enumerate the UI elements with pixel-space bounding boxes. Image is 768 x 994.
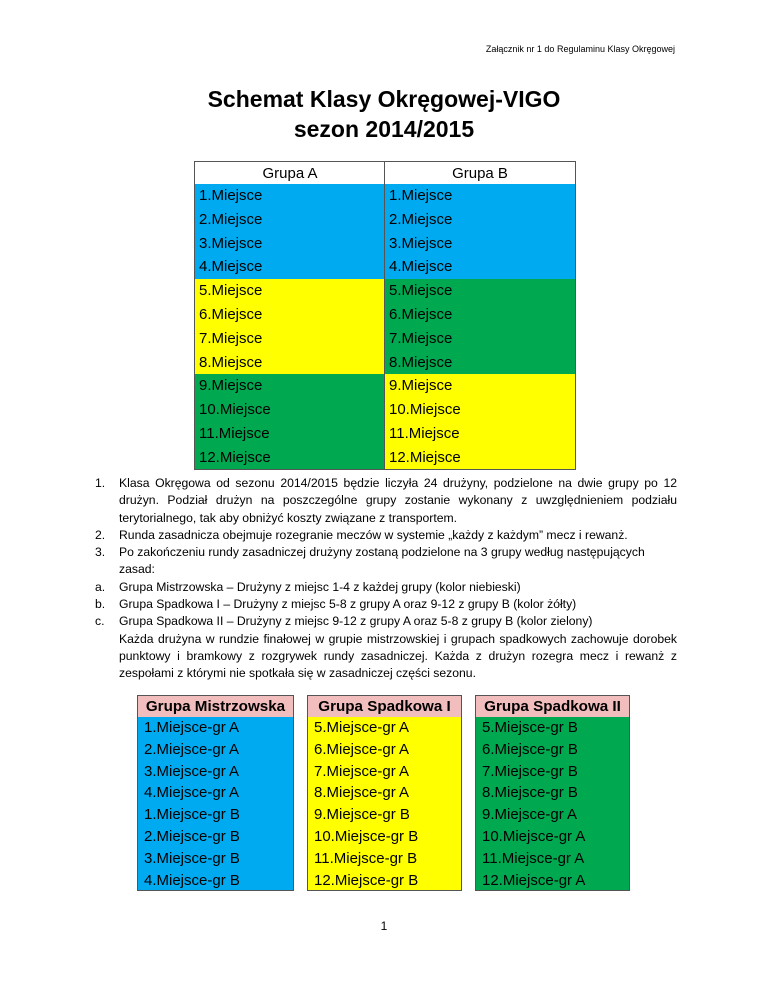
final-group-spadkowa-2 bbox=[475, 695, 630, 891]
final-group-row: 9.Miejsce-gr A bbox=[475, 804, 630, 826]
rule-text: Runda zasadnicza obejmuje rozegranie meczów w systemie „każdy z każdym” mecz i rewanż. bbox=[119, 527, 628, 542]
final-group-row: 8.Miejsce-gr A bbox=[307, 782, 462, 804]
header-note: Załącznik nr 1 do Regulaminu Klasy Okręgowej bbox=[485, 44, 675, 54]
rule-marker: 3. bbox=[95, 545, 106, 560]
final-group-row: 6.Miejsce-gr B bbox=[475, 739, 630, 761]
final-group-row: 10.Miejsce-gr A bbox=[475, 826, 630, 848]
final-group-row: 3.Miejsce-gr A bbox=[137, 761, 294, 783]
final-group-row: 10.Miejsce-gr B bbox=[307, 826, 462, 848]
rule-item bbox=[95, 613, 677, 630]
final-group-row: 4.Miejsce-gr B bbox=[137, 870, 294, 892]
rule-marker: 1. bbox=[95, 476, 106, 490]
final-group-row: 4.Miejsce-gr A bbox=[137, 782, 294, 804]
final-group-row: 5.Miejsce-gr A bbox=[307, 717, 462, 739]
group-a-row: 12.Miejsce bbox=[194, 446, 386, 470]
rule-item bbox=[95, 475, 677, 527]
rule-item bbox=[95, 579, 677, 596]
title-line-2: sezon 2014/2015 bbox=[293, 116, 475, 142]
final-group-spadkowa-1 bbox=[307, 695, 462, 891]
title-line-1: Schemat Klasy Okręgowej-VIGO bbox=[207, 86, 561, 112]
group-b-row: 4.Miejsce bbox=[384, 255, 576, 279]
group-a-table bbox=[194, 161, 386, 470]
final-group-header: Grupa Mistrzowska bbox=[137, 695, 294, 717]
final-group-row: 12.Miejsce-gr B bbox=[307, 870, 462, 892]
group-a-row: 9.Miejsce bbox=[194, 374, 386, 398]
final-group-row: 5.Miejsce-gr B bbox=[475, 717, 630, 739]
rule-marker: b. bbox=[95, 597, 106, 612]
final-group-row: 1.Miejsce-gr B bbox=[137, 804, 294, 826]
group-b-row: 9.Miejsce bbox=[384, 374, 576, 398]
group-a-row: 5.Miejsce bbox=[194, 279, 386, 303]
group-a-row: 1.Miejsce bbox=[194, 184, 386, 208]
group-a-row: 7.Miejsce bbox=[194, 327, 386, 351]
rule-item bbox=[95, 544, 677, 579]
group-a-row: 3.Miejsce bbox=[194, 232, 386, 256]
group-a-row: 11.Miejsce bbox=[194, 422, 386, 446]
final-group-row: 7.Miejsce-gr B bbox=[475, 761, 630, 783]
final-group-row: 1.Miejsce-gr A bbox=[137, 717, 294, 739]
group-b-row: 10.Miejsce bbox=[384, 398, 576, 422]
group-b-row: 2.Miejsce bbox=[384, 208, 576, 232]
final-group-row: 3.Miejsce-gr B bbox=[137, 848, 294, 870]
group-a-row: 4.Miejsce bbox=[194, 255, 386, 279]
rule-text: Po zakończeniu rundy zasadniczej drużyny zostaną podzielone na 3 grupy według następujących zasad: bbox=[119, 545, 645, 577]
rule-marker: a. bbox=[95, 579, 106, 594]
group-b-row: 8.Miejsce bbox=[384, 351, 576, 375]
final-group-header: Grupa Spadkowa I bbox=[307, 695, 462, 717]
final-group-mistrzowska bbox=[137, 695, 294, 891]
group-a-row: 10.Miejsce bbox=[194, 398, 386, 422]
rule-item bbox=[95, 596, 677, 613]
rule-text: Grupa Spadkowa II – Drużyny z miejsc 9-12 z grupy A oraz 5-8 z grupy B (kolor zielony) bbox=[119, 614, 593, 629]
group-a-row: 8.Miejsce bbox=[194, 351, 386, 375]
final-group-row: 11.Miejsce-gr B bbox=[307, 848, 462, 870]
group-b-table bbox=[384, 161, 576, 470]
document-title bbox=[0, 84, 768, 144]
group-b-row: 7.Miejsce bbox=[384, 327, 576, 351]
final-group-row: 12.Miejsce-gr A bbox=[475, 870, 630, 892]
final-group-row: 2.Miejsce-gr A bbox=[137, 739, 294, 761]
final-group-row: 9.Miejsce-gr B bbox=[307, 804, 462, 826]
group-b-row: 5.Miejsce bbox=[384, 279, 576, 303]
group-b-row: 3.Miejsce bbox=[384, 232, 576, 256]
group-a-header: Grupa A bbox=[194, 161, 386, 184]
rule-text: Klasa Okręgowa od sezonu 2014/2015 będzie liczyła 24 drużyny, podzielone na dwie grupy po 12 drużyn. Podział drużyn na poszczególne grupy zostanie wykonany z uwzględnieniem podziału terytorialnego, tak aby obniżyć koszty związane z transportem. bbox=[119, 476, 677, 525]
final-note-text: Każda drużyna w rundzie finałowej w grupie mistrzowskiej i grupach spadkowych zachowuje dorobek punktowy i bramkowy z rozgrywek rundy zasadniczej. Każda z drużyn rozegra mecz i rewanż z zespołami z którymi nie spotkała się w zasadniczej części sezonu. bbox=[119, 631, 677, 681]
group-b-row: 12.Miejsce bbox=[384, 446, 576, 470]
final-group-row: 6.Miejsce-gr A bbox=[307, 739, 462, 761]
rule-text: Grupa Mistrzowska – Drużyny z miejsc 1-4 z każdej grupy (kolor niebieski) bbox=[119, 579, 521, 594]
group-b-row: 6.Miejsce bbox=[384, 303, 576, 327]
final-group-row: 8.Miejsce-gr B bbox=[475, 782, 630, 804]
rule-marker: 2. bbox=[95, 527, 106, 542]
group-b-header: Grupa B bbox=[384, 161, 576, 184]
group-b-row: 11.Miejsce bbox=[384, 422, 576, 446]
final-group-row: 7.Miejsce-gr A bbox=[307, 761, 462, 783]
group-a-row: 2.Miejsce bbox=[194, 208, 386, 232]
final-note bbox=[95, 631, 677, 683]
rule-marker: c. bbox=[95, 614, 105, 629]
final-group-row: 11.Miejsce-gr A bbox=[475, 848, 630, 870]
group-a-row: 6.Miejsce bbox=[194, 303, 386, 327]
rule-text: Grupa Spadkowa I – Drużyny z miejsc 5-8 z grupy A oraz 9-12 z grupy B (kolor żółty) bbox=[119, 597, 577, 612]
rule-item bbox=[95, 527, 677, 544]
group-b-row: 1.Miejsce bbox=[384, 184, 576, 208]
final-group-row: 2.Miejsce-gr B bbox=[137, 826, 294, 848]
rules-list bbox=[95, 475, 677, 683]
final-group-header: Grupa Spadkowa II bbox=[475, 695, 630, 717]
page-number: 1 bbox=[380, 919, 388, 933]
